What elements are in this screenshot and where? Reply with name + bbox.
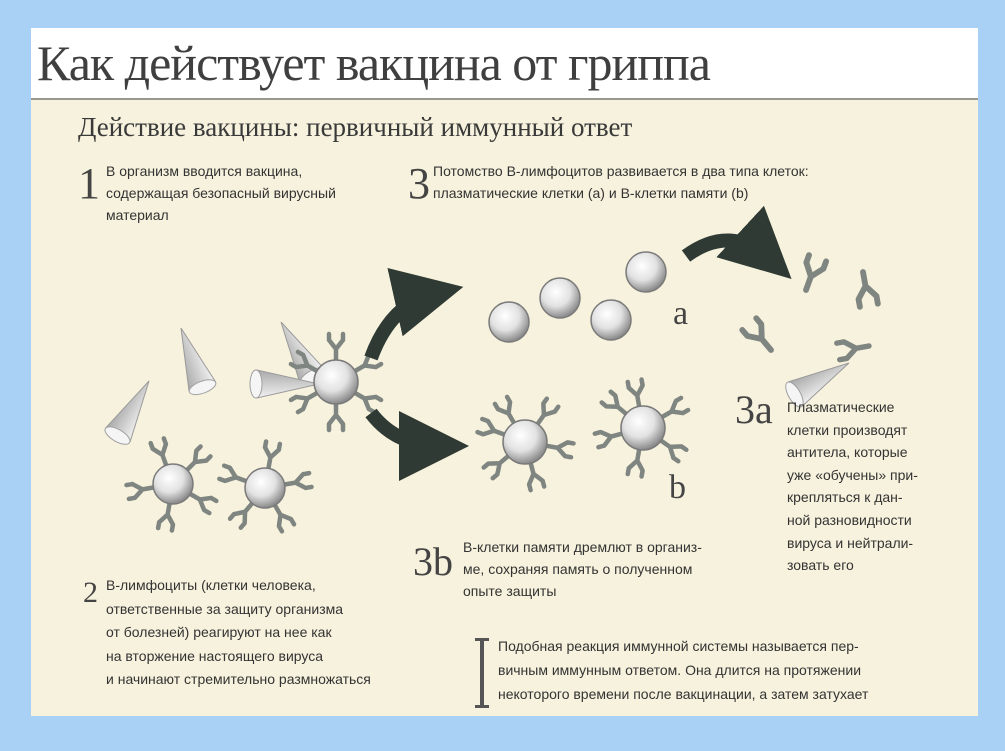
note-line: Подобная реакция иммунной системы называется пер- — [498, 638, 859, 654]
antibody-icon — [837, 338, 871, 360]
step-3-text — [433, 160, 809, 204]
step-3-line: Потомство В-лимфоцитов развивается в два типа клеток: — [433, 163, 809, 179]
note-line: некоторого времени после вакцинации, а затем затухает — [498, 686, 869, 702]
step-3b-line: ме, сохраняя память о полученном — [463, 561, 693, 577]
plasma-cell-icon — [591, 300, 631, 340]
step-3a-line: крепляться к дан- — [787, 489, 903, 506]
subtitle: Действие вакцины: первичный иммунный ответ — [78, 112, 633, 142]
step-2-text — [106, 574, 371, 692]
step-3a-line: Плазматические — [787, 399, 895, 415]
step-1-number: 1 — [78, 159, 100, 208]
arrow-to-plasma-icon — [371, 293, 436, 358]
arrow-to-memory-icon — [371, 413, 441, 446]
antibody-icon — [797, 255, 826, 293]
step-2-line: ответственные за защиту организма — [106, 600, 344, 617]
vaccine-particle-icon — [168, 323, 218, 397]
step-3a-line: уже «обучены» при- — [787, 466, 918, 483]
plasma-cell-icon — [489, 302, 529, 342]
step-3b-number: 3b — [413, 539, 453, 584]
step-3-number: 3 — [408, 159, 430, 208]
step-1-line: материал — [106, 207, 169, 223]
plasma-cell-icon — [540, 278, 580, 318]
step-2-line: и начинают стремительно размножаться — [106, 671, 371, 688]
memory-b-cell-icon — [595, 380, 688, 477]
antibody-icon — [742, 318, 778, 356]
arrow-to-antibodies-icon — [686, 240, 771, 260]
vaccine-particle-icon — [102, 374, 161, 448]
step-3a-number: 3а — [735, 387, 773, 432]
step-1-line: содержащая безопасный вирусный — [106, 185, 336, 201]
step-3a-line: антитела, которые — [787, 444, 908, 461]
b-lymphocyte-icon — [219, 441, 311, 531]
step-3a-line: зовать его — [787, 557, 854, 574]
step-3b-line: опыте защиты — [463, 583, 557, 599]
step-2-line: от болезней) реагируют на нее как — [106, 624, 332, 641]
step-3a-line: клетки производят — [787, 421, 908, 438]
step-3a-line: вируса и нейтрали- — [787, 534, 914, 551]
step-2-line: на вторжение настоящего вируса — [106, 647, 324, 664]
note-line: вичным иммунным ответом. Она длится на протяжении — [498, 662, 862, 678]
b-lymphocyte-icon — [126, 438, 216, 530]
step-3a-line: ной разновидности — [787, 511, 912, 528]
step-3b-line: В-клетки памяти дремлют в организ- — [463, 539, 702, 555]
main-title: Как действует вакцина от гриппа — [37, 35, 710, 91]
antibody-icon — [854, 270, 878, 306]
step-1-line: В организм вводится вакцина, — [106, 163, 303, 179]
step-2-number: 2 — [83, 576, 98, 609]
infographic-panel — [31, 28, 978, 716]
note-text — [498, 634, 868, 706]
step-2-line: В-лимфоциты (клетки человека, — [106, 577, 316, 593]
step-3b-text — [463, 536, 702, 602]
plasma-cell-icon — [626, 252, 666, 292]
label-a: а — [673, 295, 689, 332]
step-1-text — [106, 160, 336, 226]
step-3-line: плазматические клетки (а) и В-клетки памяти (b) — [433, 185, 749, 201]
note-marker — [480, 638, 484, 708]
label-b: b — [669, 469, 686, 506]
memory-b-cell-icon — [478, 397, 574, 490]
step-3a-text — [787, 396, 918, 577]
